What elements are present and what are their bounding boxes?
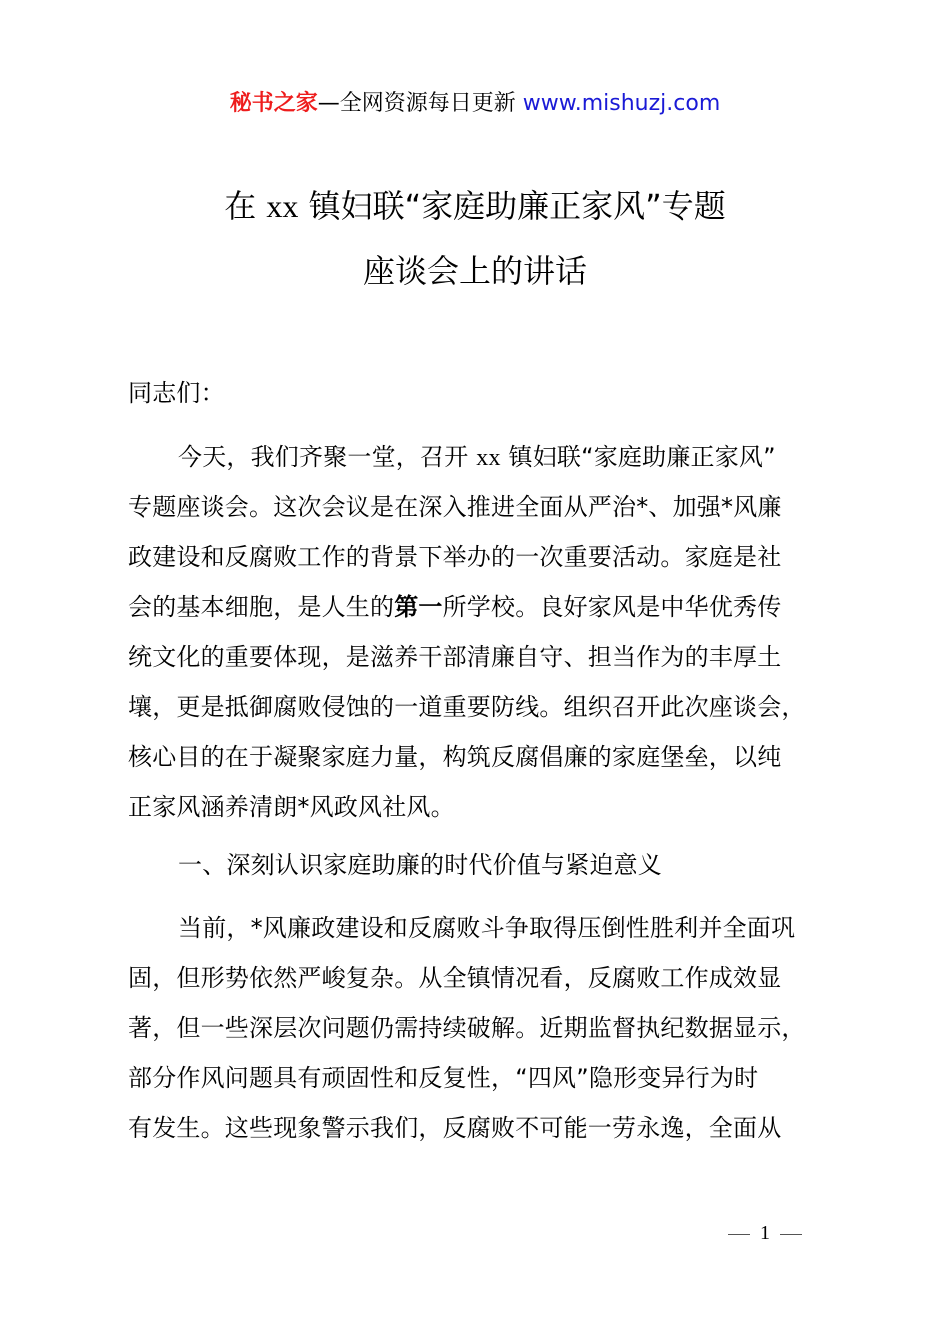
paragraph-line: 核心目的在于凝聚家庭力量，构筑反腐倡廉的家庭堡垒，以纯 <box>128 743 782 771</box>
paragraph-line: 会的基本细胞，是人生的第一所学校。良好家风是中华优秀传 <box>128 593 782 621</box>
bold-emphasis: 第一 <box>394 593 443 621</box>
dash-decoration <box>728 1234 750 1235</box>
document-title-line-1 <box>0 184 950 228</box>
site-banner <box>0 86 950 122</box>
page-number-text: 1 <box>760 1222 770 1244</box>
document-title-line-2: 座谈会上的讲话 <box>362 252 587 290</box>
paragraph-line: 壤，更是抵御腐败侵蚀的一道重要防线。组织召开此次座谈会， <box>128 693 806 721</box>
section-heading-text: 一、深刻认识家庭助廉的时代价值与紧迫意义 <box>178 851 662 879</box>
dash-decoration <box>780 1234 802 1235</box>
paragraph-line: 专题座谈会。这次会议是在深入推进全面从严治*、加强*风廉 <box>128 493 782 521</box>
site-url-link[interactable]: www.mishuzj.com <box>522 91 721 116</box>
paragraph-line: 当前，*风廉政建设和反腐败斗争取得压倒性胜利并全面巩 <box>178 914 796 942</box>
paragraph-line: 统文化的重要体现，是滋养干部清廉自守、担当作为的丰厚土 <box>128 643 782 671</box>
banner-slogan: —全网资源每日更新 <box>317 91 516 116</box>
paragraph-line: 固，但形势依然严峻复杂。从全镇情况看，反腐败工作成效显 <box>128 964 782 992</box>
title-text: 在 <box>224 187 257 225</box>
section-heading-1 <box>128 840 848 890</box>
paragraph-line: 部分作风问题具有顽固性和反复性，“四风”隐形变异行为时 <box>128 1064 759 1092</box>
brand-name: 秘书之家 <box>229 91 318 116</box>
paragraph-line: 政建设和反腐败工作的背景下举办的一次重要活动。家庭是社 <box>128 543 782 571</box>
salutation-text: 同志们： <box>128 379 225 407</box>
paragraph-line: 有发生。这些现象警示我们，反腐败不可能一劳永逸，全面从 <box>128 1114 782 1142</box>
salutation <box>128 368 848 418</box>
page-number <box>718 1222 812 1245</box>
paragraph-section-1 <box>128 903 848 1153</box>
title-placeholder: xx <box>266 188 299 224</box>
paragraph-intro <box>128 432 848 832</box>
paragraph-line: 今天，我们齐聚一堂，召开 xx 镇妇联“家庭助廉正家风” <box>178 443 776 471</box>
paragraph-line: 正家风涵养清朗*风政风社风。 <box>128 793 455 821</box>
title-text: 镇妇联“家庭助廉正家风”专题 <box>308 187 726 225</box>
paragraph-line: 著，但一些深层次问题仍需持续破解。近期监督执纪数据显示， <box>128 1014 806 1042</box>
